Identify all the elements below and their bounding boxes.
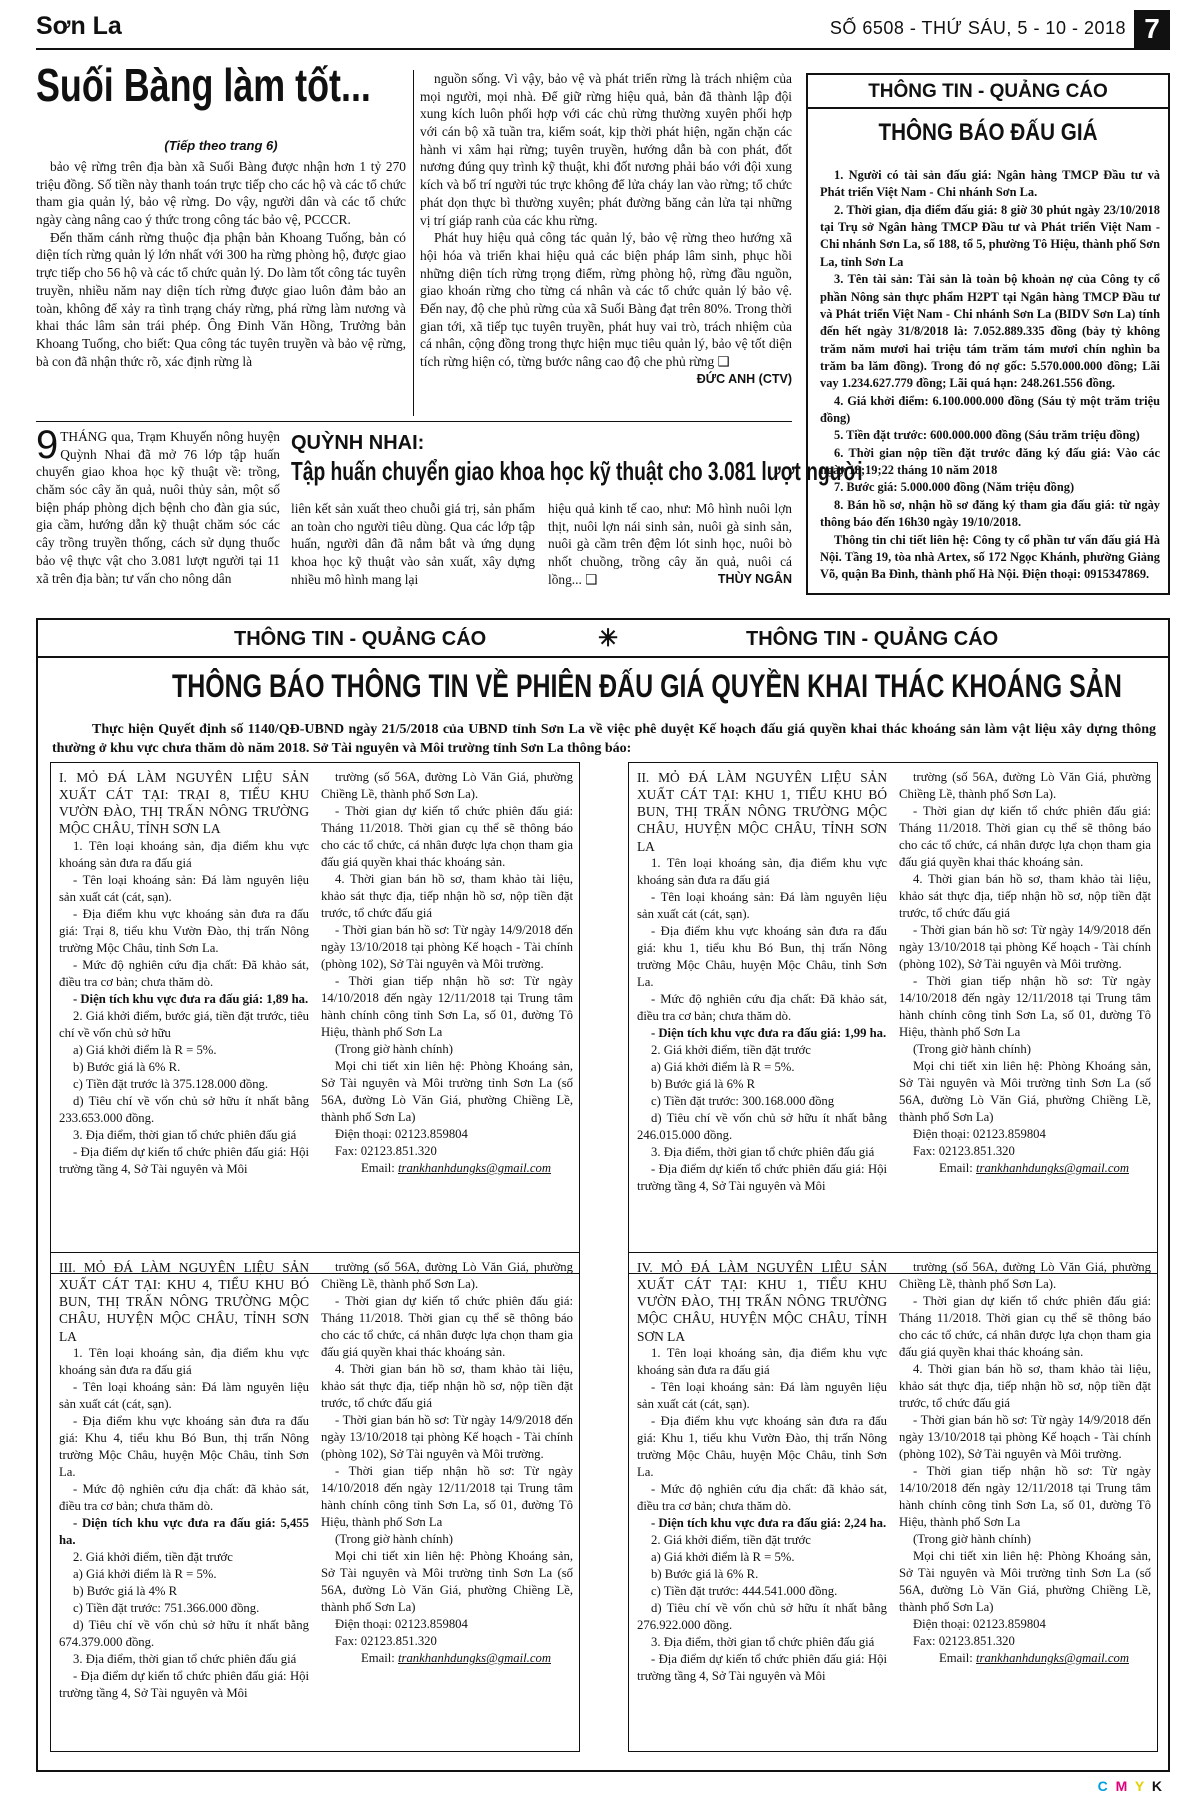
section-line: trường (số 56A, đường Lò Văn Giá, phường Chiềng Lề, thành phố Sơn La). bbox=[321, 770, 573, 802]
notice-item: 4. Giá khởi điểm: 6.100.000.000 đồng (Sáu tỷ một trăm triệu đồng) bbox=[820, 393, 1160, 426]
section-line: b) Bước giá là 6% R bbox=[651, 1076, 756, 1091]
issue-date: SỐ 6508 - THỨ SÁU, 5 - 10 - 2018 bbox=[829, 18, 1126, 38]
section-line: 4. Thời gian bán hồ sơ, tham khảo tài liệu, khảo sát thực địa, tiếp nhận hồ sơ, nộp tiền đặt trước, tổ chức đấu giá bbox=[899, 872, 1151, 921]
section-line: trường (số 56A, đường Lò Văn Giá, phường Chiềng Lề, thành phố Sơn La). bbox=[899, 770, 1151, 802]
section-line: 2. Giá khởi điểm, tiền đặt trước bbox=[651, 1042, 811, 1057]
section-line: 1. Tên loại khoáng sản, địa điểm khu vực khoáng sản đưa ra đấu giá bbox=[637, 855, 887, 887]
section-line: c) Tiền đặt trước là 375.128.000 đồng. bbox=[73, 1076, 269, 1091]
article2-column-2: liên kết sản xuất theo chuỗi giá trị, sản phẩm an toàn cho người tiêu dùng. Qua các lớp tập huấn, người dân đã nắm bắt và ứng dụng khoa học kỹ thuật vào sản xuất, xây dựng nhiều mô hình mang lại bbox=[291, 501, 535, 587]
cmyk-y: Y bbox=[1134, 1778, 1146, 1794]
column-divider bbox=[413, 70, 414, 416]
section-line: a) Giá khởi điểm là R = 5%. bbox=[73, 1042, 217, 1057]
section-line: c) Tiền đặt trước: 444.541.000 đồng. bbox=[651, 1584, 838, 1598]
section-line: Mọi chi tiết xin liên hệ: Phòng Khoáng sản, Sở Tài nguyên và Môi trường tỉnh Sơn La (số 56A, đường Lò Văn Giá, phường Chiềng Lề, thành phố Sơn La) bbox=[321, 1059, 573, 1125]
star-icon: ✳ bbox=[598, 625, 619, 652]
notice-title: THÔNG BÁO ĐẤU GIÁ bbox=[878, 119, 1098, 146]
notice-item: 3. Tên tài sản: Tài sản là toàn bộ khoản nợ của Công ty cổ phần Nông sản thực phẩm H2PT tại Ngân hàng TMCP Đầu tư và Phát triển Việt Nam - Chi nhánh Sơn La (BIDV Sơn La) tính đến hết ngày 31/8/2018 là: 7.052.889.335 đồng (bảy tỷ không trăm năm mươi hai triệu tám trăm tám mươi chín nghìn ba trăm ba lăm đồng). Trong đó nợ gốc: 5.570.000.000 đồng; Lãi vay 1.234.627.779 đồng; Lãi quá hạn: 248.261.556 đồng. bbox=[820, 272, 1160, 391]
email-label: Email: bbox=[361, 1161, 398, 1176]
notice-item: 8. Bán hồ sơ, nhận hồ sơ đăng ký tham gia đấu giá: từ ngày thông báo đến 16h30 ngày 19/10/2018. bbox=[820, 497, 1160, 530]
section-line: Điện thoại: 02123.859804 bbox=[335, 1617, 468, 1632]
notice-tag-right: THÔNG TIN - QUẢNG CÁO bbox=[746, 628, 999, 650]
article1-column-1 bbox=[36, 158, 406, 404]
notice-tag-bar bbox=[38, 620, 1168, 658]
article2-lead bbox=[36, 428, 280, 608]
auction-notice-box bbox=[806, 73, 1170, 595]
page-header bbox=[36, 10, 1170, 50]
article2-lead-text: THÁNG qua, Trạm Khuyến nông huyện Quỳnh Nhai đã mở 76 lớp tập huấn chuyển giao khoa học kỹ thuật về: trồng, chăm sóc cây ăn quả, nuôi thủy sản, một số biện pháp phòng dịch bệnh cho đàn gia súc, gia cầm, hướng dẫn kỹ thuật chăm sóc các cây trồng truyền thống, cách sử dụng thuốc bảo vệ thực vật cho 3.081 lượt người tại 11 xã trên địa bàn; tư vấn cho nông dân bbox=[36, 429, 280, 586]
article1-byline: ĐỨC ANH (CTV) bbox=[696, 371, 792, 386]
section-line: c) Tiền đặt trước: 300.168.000 đồng bbox=[651, 1094, 835, 1108]
section-line: Điện thoại: 02123.859804 bbox=[913, 1127, 1046, 1142]
section-line: b) Bước giá là 6% R. bbox=[651, 1566, 759, 1581]
paragraph: Đến thăm cánh rừng thuộc địa phận bản Khoang Tuống, bản có diện tích rừng quản lý lớn nhất với 300 ha rừng phòng hộ, được giao trực tiếp cho 56 hộ và các tổ chức quản lý. Do làm tốt công tác tuyên truyền, nhiều năm nay diện tích rừng được giao luôn đảm bảo an toàn, không để xảy ra tình trạng cháy rừng, phá rừng làm nương và khai thác lâm sản trái phép. Ông Đinh Văn Hồng, Trưởng bản Khoang Tuống, cho biết: Qua công tác tuyên truyền và bảo vệ rừng, bà con đã nhận thức rõ, xác định rừng là bbox=[36, 229, 406, 369]
section-line: d) Tiêu chí về vốn chủ sở hữu ít nhất bằng 276.922.000 đồng. bbox=[637, 1601, 887, 1633]
section-line: - Tên loại khoáng sản: Đá làm nguyên liệu sản xuất cát (cát, sạn). bbox=[637, 889, 887, 921]
section-line: 1. Tên loại khoáng sản, địa điểm khu vực khoáng sản đưa ra đấu giá bbox=[637, 1345, 887, 1377]
section-line: - Thời gian dự kiến tổ chức phiên đấu giá: Tháng 11/2018. Thời gian cụ thể sẽ thông báo cho các tổ chức, cá nhân được lựa chọn tham gia đấu giá quyền khai thác khoáng sản. bbox=[899, 1294, 1151, 1360]
email-label: Email: bbox=[939, 1651, 976, 1666]
section-line: Mọi chi tiết xin liên hệ: Phòng Khoáng sản, Sở Tài nguyên và Môi trường tỉnh Sơn La (số 56A, đường Lò Văn Giá, phường Chiềng Lề, thành phố Sơn La) bbox=[899, 1059, 1151, 1125]
article2-col3-text: hiệu quả kinh tế cao, như: Mô hình nuôi lợn thịt, nuôi lợn nái sinh sản, nuôi gà sinh sản, nuôi gà cầm trên đệm lót sinh học, nuôi bò nhốt chuồng, trồng cây ăn quả, nuôi cá lồng... ❑ bbox=[548, 501, 792, 587]
section-line: trường (số 56A, đường Lò Văn Giá, phường Chiềng Lề, thành phố Sơn La). bbox=[321, 1260, 573, 1292]
section-line: Fax: 02123.851.320 bbox=[335, 1634, 437, 1649]
section-line: 4. Thời gian bán hồ sơ, tham khảo tài liệu, khảo sát thực địa, tiếp nhận hồ sơ, nộp tiền đặt trước, tổ chức đấu giá bbox=[899, 1362, 1151, 1411]
section-line: d) Tiêu chí về vốn chủ sở hữu ít nhất bằng 674.379.000 đồng. bbox=[59, 1618, 309, 1650]
section-line: - Thời gian tiếp nhận hồ sơ: Từ ngày 14/10/2018 đến ngày 12/11/2018 tại Trung tâm hành chính công tỉnh Sơn La, số 01, đường Tô Hiệu, thành phố Sơn La bbox=[899, 1464, 1151, 1530]
paragraph: bảo vệ rừng trên địa bàn xã Suối Bàng được nhận hơn 1 tỷ 270 triệu đồng. Số tiền này thanh toán trực tiếp cho các hộ và các tổ chức tham gia quản lý, bảo vệ rừng. Do vậy, người dân và các tổ chức ngày càng nâng cao ý thức trong công tác bảo vệ, PCCCR. bbox=[36, 159, 406, 228]
section-line: - Địa điểm khu vực khoáng sản đưa ra đấu giá: Trại 8, tiểu khu Vườn Đào, thị trấn Nông trường Mộc Châu, tỉnh Sơn La. bbox=[59, 906, 309, 955]
section-heading: IV. MỎ ĐÁ LÀM NGUYÊN LIỆU SẢN XUẤT CÁT TẠI: KHU 1, TIỂU KHU VƯỜN ĐÀO, THỊ TRẤN NÔNG TRƯỜNG MỘC CHÂU, HUYỆN MỘC CHÂU, TỈNH SƠN LA bbox=[637, 1260, 887, 1344]
section-line: - Địa điểm khu vực khoáng sản đưa ra đấu giá: khu 1, tiểu khu Bó Bun, thị trấn Nông trường Mộc Châu, huyện Mộc Châu, tỉnh Sơn La. bbox=[637, 923, 887, 989]
section-line: a) Giá khởi điểm là R = 5%. bbox=[651, 1059, 795, 1074]
section-heading: I. MỎ ĐÁ LÀM NGUYÊN LIỆU SẢN XUẤT CÁT TẠI: TRẠI 8, TIỂU KHU VƯỜN ĐÀO, THỊ TRẤN NÔNG TRƯỜNG MỘC CHÂU, TỈNH SƠN LA bbox=[59, 770, 309, 837]
section-line: - Mức độ nghiên cứu địa chất: Đã khảo sát, điều tra cơ bản; chưa thăm dò. bbox=[637, 991, 887, 1023]
section-left-column bbox=[637, 769, 887, 1269]
section-right-column bbox=[321, 1259, 573, 1747]
cmyk-k: K bbox=[1151, 1778, 1164, 1794]
section-line: Mọi chi tiết xin liên hệ: Phòng Khoáng sản, Sở Tài nguyên và Môi trường tỉnh Sơn La (số 56A, đường Lò Văn Giá, phường Chiềng Lề, thành phố Sơn La) bbox=[321, 1549, 573, 1615]
section-line: - Mức độ nghiên cứu địa chất: đã khảo sát, điều tra cơ bản; chưa thăm dò. bbox=[637, 1481, 887, 1513]
section-line: (Trong giờ hành chính) bbox=[335, 1532, 453, 1547]
section-line: Fax: 02123.851.320 bbox=[335, 1144, 437, 1159]
dropcap: 9 bbox=[36, 428, 59, 467]
notice-intro: Thực hiện Quyết định số 1140/QĐ-UBND ngày 21/5/2018 của UBND tỉnh Sơn La về việc phê duyệt Kế hoạch đấu giá quyền khai thác khoáng sản làm vật liệu xây dựng thông thường ở khu vực chưa thăm dò năm 2018. Sở Tài nguyên và Môi trường tỉnh Sơn La thông báo: bbox=[52, 722, 1156, 757]
section-line: - Tên loại khoáng sản: Đá làm nguyên liệu sản xuất cát (cát, sạn). bbox=[637, 1379, 887, 1411]
section-line: d) Tiêu chí về vốn chủ sở hữu ít nhất bằng 233.653.000 đồng. bbox=[59, 1093, 309, 1125]
notice-contact: Thông tin chi tiết liên hệ: Công ty cổ phần tư vấn đấu giá Hà Nội. Tầng 19, tòa nhà Artex, số 172 Ngọc Khánh, phường Giảng Võ, quận Ba Đình, thành phố Hà Nội. Điện thoại: 0915347869. bbox=[820, 532, 1160, 582]
email-link[interactable]: trankhanhdungks@gmail.com bbox=[398, 1651, 551, 1666]
section-line: 2. Giá khởi điểm, tiền đặt trước bbox=[651, 1532, 811, 1547]
notice-title bbox=[38, 668, 1168, 705]
section-line: - Diện tích khu vực đưa ra đấu giá: 1,89 ha. bbox=[73, 991, 309, 1006]
section-right-column bbox=[321, 769, 573, 1269]
article2-kicker: QUỲNH NHAI: bbox=[291, 432, 425, 454]
article-divider bbox=[36, 421, 792, 422]
section-line: c) Tiền đặt trước: 751.366.000 đồng. bbox=[73, 1601, 260, 1616]
section-heading: III. MỎ ĐÁ LÀM NGUYÊN LIỆU SẢN XUẤT CÁT TẠI: KHU 4, TIỂU KHU BÓ BUN, THỊ TRẤN NÔNG TRƯỜNG MỘC CHÂU, HUYỆN MỘC CHÂU, TỈNH SƠN LA bbox=[59, 1260, 309, 1344]
section-line: d) Tiêu chí về vốn chủ sở hữu ít nhất bằng 246.015.000 đồng. bbox=[637, 1111, 887, 1143]
section-line: - Thời gian dự kiến tổ chức phiên đấu giá: Tháng 11/2018. Thời gian cụ thể sẽ thông báo cho các tổ chức, cá nhân được lựa chọn tham gia đấu giá quyền khai thác khoáng sản. bbox=[321, 804, 573, 870]
paragraph: nguồn sống. Vì vậy, bảo vệ và phát triển rừng là trách nhiệm của mọi người, mọi nhà. Để giữ rừng hiệu quả, bản đã thành lập đội xung kích luôn phối hợp với các chủ rừng thường xuyên phối hợp với cán bộ xã tuần tra, kiểm soát, kịp thời phát hiện, ngăn chặn các hành vi xâm hại rừng; tuyên truyền, hướng dẫn bà con phát, đốt nương đúng quy trình kỹ thuật, khi đốt nương phải báo với đội xung kích và bố trí người túc trực không để lửa cháy lan vào rừng; tổ chức phát dọn thực bì thường xuyên; phát đường băng cản lửa tại những vị trí giáp ranh của các khu rừng. bbox=[420, 71, 792, 228]
cmyk-marks bbox=[1098, 1778, 1164, 1794]
section-line: - Địa điểm dự kiến tổ chức phiên đấu giá: Hội trường tầng 4, Sở Tài nguyên và Môi bbox=[59, 1669, 309, 1701]
article2-byline: THÙY NGÂN bbox=[717, 571, 792, 586]
email-link[interactable]: trankhanhdungks@gmail.com bbox=[976, 1651, 1129, 1666]
notice-item: 6. Thời gian nộp tiền đặt trước đăng ký đấu giá: Vào các ngày 18;19;22 tháng 10 năm 2018 bbox=[820, 445, 1160, 478]
article1-title: Suối Bàng làm tốt... bbox=[36, 59, 371, 111]
section-line: 3. Địa điểm, thời gian tổ chức phiên đấu giá bbox=[73, 1127, 297, 1142]
section-line: a) Giá khởi điểm là R = 5%. bbox=[73, 1566, 217, 1581]
section-line: - Diện tích khu vực đưa ra đấu giá: 2,24 ha. bbox=[651, 1515, 887, 1530]
section-line: Fax: 02123.851.320 bbox=[913, 1634, 1015, 1649]
mine-section-1 bbox=[50, 762, 580, 1274]
section-line: - Địa điểm dự kiến tổ chức phiên đấu giá: Hội trường tầng 4, Sở Tài nguyên và Môi bbox=[637, 1162, 887, 1194]
section-line: 3. Địa điểm, thời gian tổ chức phiên đấu giá bbox=[651, 1145, 875, 1160]
paragraph: Phát huy hiệu quả công tác quản lý, bảo vệ rừng theo hướng xã hội hóa và triển khai hiệu quả các biện pháp lâm sinh, phục hồi những diện tích rừng trọng điểm, rừng phòng hộ, rừng đầu nguồn, giao khoán rừng cho từng cá nhân và các tổ chức quản lý bảo vệ. Đến nay, độ che phủ rừng của xã Suối Bàng đạt trên 80%. Trong thời gian tới, xã tiếp tục tuyên truyền, phát huy vai trò, trách nhiệm của cá nhân, cộng đồng trong thực hiện mục tiêu quản lý, bảo vệ tốt diện tích rừng hiện có, từng bước nâng cao độ che phủ rừng ❑ bbox=[420, 230, 792, 369]
email-label: Email: bbox=[361, 1651, 398, 1666]
article1-column-2 bbox=[420, 70, 792, 416]
email-label: Email: bbox=[939, 1161, 976, 1176]
section-line: - Thời gian tiếp nhận hồ sơ: Từ ngày 14/10/2018 đến ngày 12/11/2018 tại Trung tâm hành chính công tỉnh Sơn La, số 01, đường Tô Hiệu, thành phố Sơn La bbox=[321, 974, 573, 1040]
section-line: a) Giá khởi điểm là R = 5%. bbox=[651, 1549, 795, 1564]
section-line: - Địa điểm khu vực khoáng sản đưa ra đấu giá: Khu 4, tiểu khu Bó Bun, thị trấn Nông trường Mộc Châu, huyện Mộc Châu, tỉnh Sơn La. bbox=[59, 1413, 309, 1479]
mine-section-2 bbox=[628, 762, 1158, 1274]
section-line: 1. Tên loại khoáng sản, địa điểm khu vực khoáng sản đưa ra đấu giá bbox=[59, 1345, 309, 1377]
cmyk-m: M bbox=[1115, 1778, 1130, 1794]
section-line: Điện thoại: 02123.859804 bbox=[913, 1617, 1046, 1632]
email-line bbox=[321, 1650, 573, 1667]
section-line: - Thời gian bán hồ sơ: Từ ngày 14/9/2018 đến ngày 13/10/2018 tại phòng Kế hoạch - Tài chính (phòng 102), Sở Tài nguyên và Môi trường. bbox=[899, 1413, 1151, 1462]
section-line: 2. Giá khởi điểm, bước giá, tiền đặt trước, tiêu chí về vốn chủ sở hữu bbox=[59, 1008, 309, 1040]
section-line: Điện thoại: 02123.859804 bbox=[335, 1127, 468, 1142]
section-line: b) Bước giá là 6% R. bbox=[73, 1059, 181, 1074]
section-line: 4. Thời gian bán hồ sơ, tham khảo tài liệu, khảo sát thực địa, tiếp nhận hồ sơ, nộp tiền đặt trước, tổ chức đấu giá bbox=[321, 1362, 573, 1411]
notice-title-text: THÔNG BÁO THÔNG TIN VỀ PHIÊN ĐẤU GIÁ QUYỀN KHAI THÁC KHOÁNG SẢN bbox=[171, 668, 1122, 704]
section-line: (Trong giờ hành chính) bbox=[913, 1532, 1031, 1547]
notice-item: 5. Tiền đặt trước: 600.000.000 đồng (Sáu trăm triệu đồng) bbox=[834, 428, 1140, 443]
email-line bbox=[899, 1650, 1151, 1667]
section-left-column bbox=[59, 769, 309, 1269]
section-line: - Thời gian bán hồ sơ: Từ ngày 14/9/2018 đến ngày 13/10/2018 tại phòng Kế hoạch - Tài chính (phòng 102), Sở Tài nguyên và Môi trường. bbox=[321, 1413, 573, 1462]
notice-item: 2. Thời gian, địa điểm đấu giá: 8 giờ 30 phút ngày 23/10/2018 tại Trụ sở Ngân hàng TMCP Đầu tư và Phát triển Việt Nam - Chi nhánh Sơn La, số 188, tổ 5, phường Tô Hiệu, thành phố Sơn La, tỉnh Sơn La bbox=[820, 202, 1160, 269]
section-right-column bbox=[899, 1259, 1151, 1747]
mine-section-3 bbox=[50, 1252, 580, 1752]
section-line: - Mức độ nghiên cứu địa chất: đã khảo sát, điều tra cơ bản; chưa thăm dò. bbox=[59, 1481, 309, 1513]
section-line: - Địa điểm dự kiến tổ chức phiên đấu giá: Hội trường tầng 4, Sở Tài nguyên và Môi bbox=[59, 1144, 309, 1176]
section-left-column bbox=[59, 1259, 309, 1747]
section-line: - Thời gian tiếp nhận hồ sơ: Từ ngày 14/10/2018 đến ngày 12/11/2018 tại Trung tâm hành chính công tỉnh Sơn La, số 01, đường Tô Hiệu, thành phố Sơn La bbox=[899, 974, 1151, 1040]
notice-tag: THÔNG TIN - QUẢNG CÁO bbox=[808, 75, 1168, 109]
article1-continued: (Tiếp theo trang 6) bbox=[164, 138, 278, 153]
section-heading: II. MỎ ĐÁ LÀM NGUYÊN LIỆU SẢN XUẤT CÁT TẠI: KHU 1, TIỂU KHU BÓ BUN, THỊ TRẤN NÔNG TRƯỜNG MỘC CHÂU, HUYỆN MỘC CHÂU, TỈNH SƠN LA bbox=[637, 770, 887, 854]
section-line: - Thời gian dự kiến tổ chức phiên đấu giá: Tháng 11/2018. Thời gian cụ thể sẽ thông báo cho các tổ chức, cá nhân được lựa chọn tham gia đấu giá quyền khai thác khoáng sản. bbox=[899, 804, 1151, 870]
section-line: - Địa điểm dự kiến tổ chức phiên đấu giá: Hội trường tầng 4, Sở Tài nguyên và Môi bbox=[637, 1652, 887, 1684]
section-line: - Thời gian bán hồ sơ: Từ ngày 14/9/2018 đến ngày 13/10/2018 tại phòng Kế hoạch - Tài chính (phòng 102), Sở Tài nguyên và Môi trường. bbox=[321, 923, 573, 972]
section-left-column bbox=[637, 1259, 887, 1747]
section-line: - Diện tích khu vực đưa ra đấu giá: 1,99 ha. bbox=[651, 1025, 887, 1040]
notice-tag-left: THÔNG TIN - QUẢNG CÁO bbox=[234, 628, 487, 650]
email-line bbox=[899, 1160, 1151, 1177]
section-line: - Thời gian dự kiến tổ chức phiên đấu giá: Tháng 11/2018. Thời gian cụ thể sẽ thông báo cho các tổ chức, cá nhân được lựa chọn tham gia đấu giá quyền khai thác khoáng sản. bbox=[321, 1294, 573, 1360]
section-line: Fax: 02123.851.320 bbox=[913, 1144, 1015, 1159]
section-line: 2. Giá khởi điểm, tiền đặt trước bbox=[73, 1549, 233, 1564]
mine-section-4 bbox=[628, 1252, 1158, 1752]
page-number: 7 bbox=[1134, 10, 1170, 48]
section-right-column bbox=[899, 769, 1151, 1269]
section-line: - Thời gian bán hồ sơ: Từ ngày 14/9/2018 đến ngày 13/10/2018 tại phòng Kế hoạch - Tài chính (phòng 102), Sở Tài nguyên và Môi trường. bbox=[899, 923, 1151, 972]
email-link[interactable]: trankhanhdungks@gmail.com bbox=[976, 1161, 1129, 1176]
section-line: 4. Thời gian bán hồ sơ, tham khảo tài liệu, khảo sát thực địa, tiếp nhận hồ sơ, nộp tiền đặt trước, tổ chức đấu giá bbox=[321, 872, 573, 921]
section-line: trường (số 56A, đường Lò Văn Giá, phường Chiềng Lề, thành phố Sơn La). bbox=[899, 1260, 1151, 1292]
section-line: 3. Địa điểm, thời gian tổ chức phiên đấu giá bbox=[73, 1652, 297, 1667]
section-line: 3. Địa điểm, thời gian tổ chức phiên đấu giá bbox=[651, 1635, 875, 1650]
section-line: Mọi chi tiết xin liên hệ: Phòng Khoáng sản, Sở Tài nguyên và Môi trường tỉnh Sơn La (số 56A, đường Lò Văn Giá, phường Chiềng Lề, thành phố Sơn La) bbox=[899, 1549, 1151, 1615]
notice-item: 7. Bước giá: 5.000.000 đồng (Năm triệu đồng) bbox=[834, 480, 1075, 495]
email-link[interactable]: trankhanhdungks@gmail.com bbox=[398, 1161, 551, 1176]
section-line: (Trong giờ hành chính) bbox=[335, 1042, 453, 1057]
section-line: - Diện tích khu vực đưa ra đấu giá: 5,455 ha. bbox=[59, 1515, 309, 1547]
notice-body bbox=[820, 167, 1160, 584]
article2-column-3 bbox=[548, 500, 792, 604]
section-line: - Thời gian tiếp nhận hồ sơ: Từ ngày 14/10/2018 đến ngày 12/11/2018 tại Trung tâm hành chính công tỉnh Sơn La, số 01, đường Tô Hiệu, thành phố Sơn La bbox=[321, 1464, 573, 1530]
email-line bbox=[321, 1160, 573, 1177]
section-line: - Tên loại khoáng sản: Đá làm nguyên liệu sản xuất cát (cát, sạn). bbox=[59, 872, 309, 904]
section-line: - Mức độ nghiên cứu địa chất: Đã khảo sát, điều tra cơ bản; chưa thăm dò. bbox=[59, 957, 309, 989]
notice-item: 1. Người có tài sản đấu giá: Ngân hàng TMCP Đầu tư và Phát triển Việt Nam - Chi nhánh Sơn La. bbox=[820, 168, 1160, 200]
section-line: (Trong giờ hành chính) bbox=[913, 1042, 1031, 1057]
section-line: - Địa điểm khu vực khoáng sản đưa ra đấu giá: Khu 1, tiểu khu Vườn Đào, thị trấn Nông trường Mộc Châu, huyện Mộc Châu, tỉnh Sơn La. bbox=[637, 1413, 887, 1479]
cmyk-c: C bbox=[1097, 1778, 1110, 1794]
section-line: - Tên loại khoáng sản: Đá làm nguyên liệu sản xuất cát (cát, sạn). bbox=[59, 1379, 309, 1411]
article2-title: Tập huấn chuyển giao khoa học kỹ thuật cho 3.081 lượt người bbox=[291, 456, 863, 486]
section-name: Sơn La bbox=[36, 12, 122, 40]
mining-auction-notice bbox=[36, 618, 1170, 1772]
section-line: b) Bước giá là 4% R bbox=[73, 1584, 178, 1598]
section-line: 1. Tên loại khoáng sản, địa điểm khu vực khoáng sản đưa ra đấu giá bbox=[59, 838, 309, 870]
